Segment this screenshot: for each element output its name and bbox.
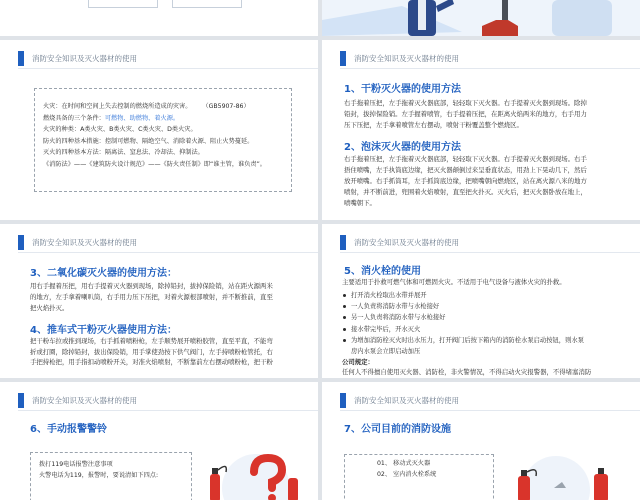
slide-header	[0, 391, 318, 411]
slide-facilities	[322, 382, 640, 500]
header-title: 消防安全知识及灭火器材的使用	[354, 238, 459, 247]
facility-item: 01、 移动式灭火器	[377, 460, 431, 467]
slide-top-right-partial	[322, 0, 640, 36]
text-line: 用右手握着压把，用右手提着灭火器到现场，除掉铅封，拔掉保险销，站在距火源两米	[30, 282, 273, 290]
header-rule	[340, 252, 640, 253]
header-title: 消防安全知识及灭火器材的使用	[32, 54, 137, 63]
slide-hydrant	[322, 224, 640, 378]
facilities-box	[344, 454, 494, 500]
header-title: 消防安全知识及灭火器材的使用	[354, 396, 459, 405]
hydrant-heading: 5、消火栓的使用	[344, 266, 421, 277]
extinguisher-illustration	[502, 442, 622, 500]
text-line: 右手拖着压把，左手拖着灭火器底部，轻轻取下灭火器。右手提着灭火器到现场。除掉	[344, 99, 587, 107]
slide-header	[322, 391, 640, 411]
company-rule-title: 公司规定：	[342, 358, 374, 366]
slide-extinguishers-1	[322, 40, 640, 220]
list-item: 为增加消防栓灭火时出水压力，打开阀门后按下箱内的消防栓水泵启动按钮，则水泵	[342, 335, 628, 346]
header-rule	[340, 410, 640, 411]
foam-heading: 2、泡沫灭火器的使用方法	[344, 142, 461, 153]
list-item: 房内水泵会立即启动加压	[351, 348, 421, 356]
text-line: 铅封，拔掉保险销。左手握着喷管，右手提着压把，在距离火焰两米的地方，右手用力	[344, 110, 587, 118]
co2-text	[30, 281, 273, 314]
slide-header	[322, 49, 640, 69]
cart-powder-text	[30, 336, 273, 368]
header-rule	[18, 410, 318, 411]
text-line: 捂住喷嘴，左手执筒底边缘，把灭火器颠倒过来呈垂直状态，用劲上下晃动几下，然后	[344, 166, 587, 174]
header-rule	[18, 68, 318, 69]
text-line: 压下压把，左手拿着喷管左右摆动，喷射干粉覆盖整个燃烧区。	[344, 121, 523, 129]
dry-powder-text	[344, 98, 587, 131]
foam-text	[344, 154, 587, 209]
slide-header	[322, 233, 640, 253]
text-line: 手把持枪把，用手指扣动喷粉开关，对准火焰喷射，不断靠前左右摆动喷粉枪，把干粉	[30, 358, 273, 366]
slide-alarm	[0, 382, 318, 500]
header-accent-bar	[18, 235, 24, 250]
fire-basics-box	[34, 88, 292, 192]
text-line: 放开喷嘴。右手抓筒耳，左手抓筒底边缘，把喷嘴朝向燃烧区，站在离火源八米的地方	[344, 177, 587, 185]
top-left-button-outline-1	[88, 0, 158, 8]
header-accent-bar	[340, 51, 346, 66]
text-line: 折或打圈，除掉铅封，拔出保险销，用手掌使劲按下供气阀门，左手持喷粉枪管托，右	[30, 347, 273, 356]
slide-header	[0, 233, 318, 253]
slide-top-left-partial	[0, 0, 318, 36]
text-line: 喷射，并不断前进，兜围着火焰喷射，直至把火扑灭。灭火后，把灭火器卧放在地上，	[344, 188, 587, 196]
cart-powder-heading: 4、推车式干粉灭火器使用方法：	[30, 325, 177, 336]
basics-line-text: 燃烧具备的三个条件：	[43, 114, 105, 122]
alarm-heading: 6、手动报警警铃	[30, 424, 107, 435]
hydrant-intro: 主要适用于扑救可燃气体和可燃固火灾。不适用于电气设备与液体火灾的扑救。	[342, 278, 566, 286]
header-title: 消防安全知识及灭火器材的使用	[32, 238, 137, 247]
header-rule	[340, 68, 640, 69]
header-accent-bar	[18, 51, 24, 66]
header-title: 消防安全知识及灭火器材的使用	[32, 396, 137, 405]
alarm-line: 拨打119电话报警注意事项	[39, 461, 113, 468]
header-accent-bar	[340, 393, 346, 408]
basics-line-highlight: 可燃物、助燃物、着火源。	[104, 114, 180, 122]
list-item: 打开消火栓取出水带并展开	[342, 290, 628, 301]
alarm-line: 火警电话为119，报警时，要说清如下四点:	[39, 472, 159, 479]
alarm-notes-box	[30, 452, 192, 500]
text-line: 右手拖着压把，左手拖着灭火器底部，轻轻取下灭火器。右手提着灭火器到现场。右手	[344, 155, 587, 163]
basics-line: 灭火的四种基本方法：隔离法、窒息法、冷却法、抑制法。	[43, 149, 204, 157]
basics-line-std: （GB5907-86）	[205, 103, 250, 110]
header-rule	[18, 252, 318, 253]
header-accent-bar	[18, 393, 24, 408]
alarm-illustration	[196, 442, 306, 500]
text-line: 把干粉车拉或推到现场，右手抓着喷粉枪，左手顺势展开喷粉胶管，直至平直，不能弯	[30, 337, 273, 345]
co2-heading: 3、二氧化碳灭火器的使用方法：	[30, 268, 177, 279]
text-line: 喷嘴朝下。	[344, 199, 376, 207]
hydrant-steps	[342, 290, 628, 357]
basics-line: 《消防法》——《建筑防火设计规范》——《防火责任制》即“谁主管，谁负责”。	[43, 160, 266, 168]
top-left-button-outline-2	[172, 0, 242, 8]
list-item: 一人负责将消防水带与水枪接好	[342, 301, 628, 312]
facility-item: 02、 室内消火栓系统	[377, 471, 437, 478]
text-line: 的地方，左手拿着喇叭筒，右手用力压下压把，对着火源根部喷射，并不断推前，直至	[30, 293, 273, 301]
basics-line: 防火的四种基本措施：控制可燃物、隔绝空气、消除着火源、阻止火势蔓延。	[43, 137, 254, 145]
text-line: 把火焰扑灭。	[30, 304, 69, 312]
basics-line	[43, 101, 283, 113]
basics-line: 火灾的种类：A类火灾、B类火灾、C类火灾、D类火灾。	[43, 126, 197, 134]
header-accent-bar	[340, 235, 346, 250]
list-item: 接水带完毕后，开水灭火	[342, 324, 628, 335]
dry-powder-heading: 1、干粉灭火器的使用方法	[344, 84, 461, 95]
list-item: 另一人负责将消防水带与水枪接好	[342, 312, 628, 323]
facilities-heading: 7、公司目前的消防设施	[344, 424, 451, 435]
header-title: 消防安全知识及灭火器材的使用	[354, 54, 459, 63]
firefighter-illustration	[322, 0, 640, 36]
slide-fire-basics	[0, 40, 318, 220]
basics-line-text: 火灾：在时间和空间上失去控制的燃烧所造成的灾害。	[43, 103, 192, 110]
slide-header	[0, 49, 318, 69]
slide-extinguishers-2	[0, 224, 318, 378]
company-rule-text: 任何人不得擅自使用灭火器、消防栓，非火警情况，不得启动火灾报警器，不得堵塞消防	[342, 368, 592, 376]
basics-line	[43, 113, 283, 125]
